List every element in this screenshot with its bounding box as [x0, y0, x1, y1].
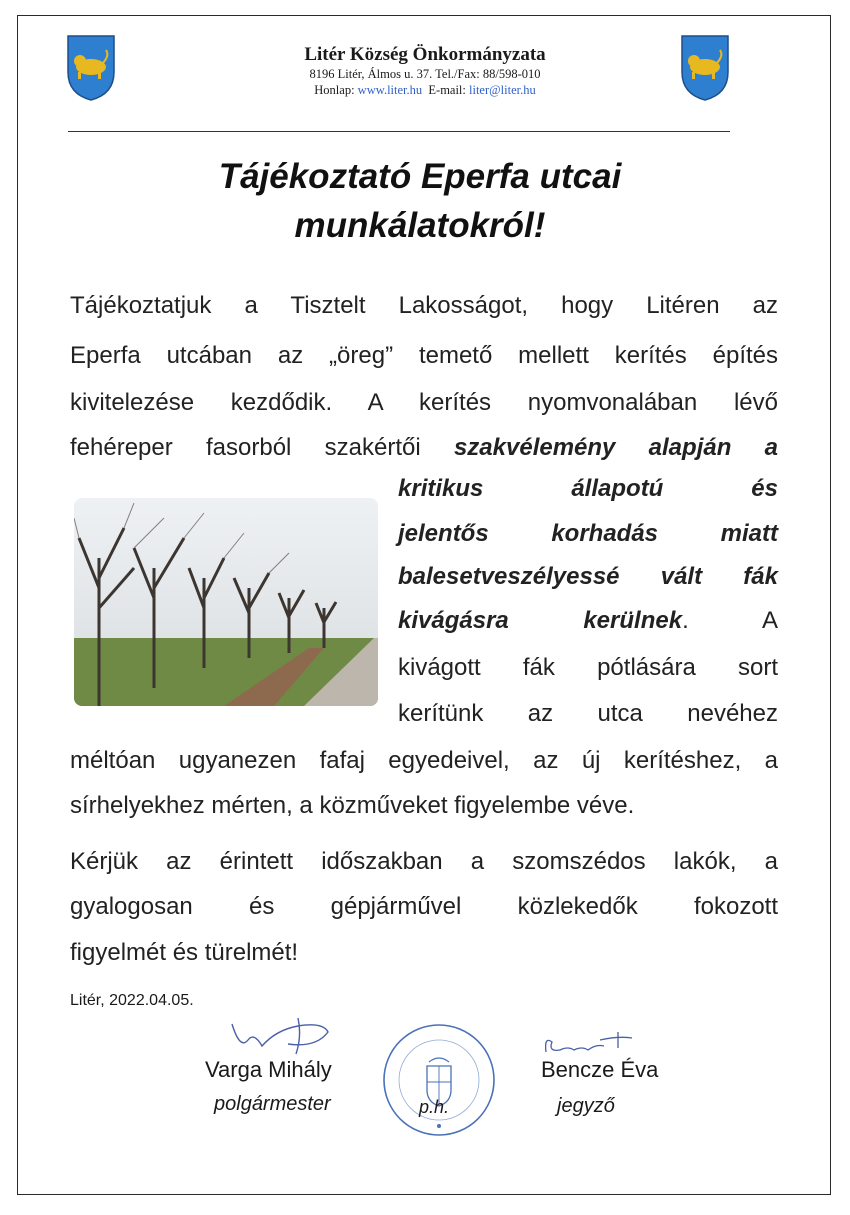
body-line: kivágott fák pótlására sort: [398, 654, 778, 681]
body-line: Eperfa utcában az „öreg” temető mellett kerítés építés: [70, 342, 778, 369]
email-link[interactable]: liter@liter.hu: [469, 83, 536, 97]
body-line: [398, 512, 778, 555]
emphasis-text: szakvélemény alapján a: [453, 434, 778, 461]
official-stamp-icon: [381, 1022, 497, 1138]
body-line: figyelmét és türelmét!: [70, 939, 299, 966]
lion-crest-icon: [680, 34, 730, 102]
body-line: kerítünk az utca nevéhez: [398, 700, 778, 727]
tree-row-photo: [74, 498, 378, 706]
emphasis-text: kivágásra kerülnek: [398, 607, 683, 634]
body-line: méltóan ugyanezen fafaj egyedeivel, az új kerítéshez, a: [70, 747, 778, 774]
body-line: [70, 426, 778, 469]
body-text: fehéreper fasorból szakértői: [70, 434, 454, 461]
body-line: sírhelyekhez mérten, a közműveket figyelembe véve.: [70, 792, 635, 819]
lion-crest-icon: [66, 34, 116, 102]
body-line: [398, 555, 778, 598]
org-address: 8196 Litér, Álmos u. 37. Tel./Fax: 88/598-010: [309, 67, 541, 81]
document-date: Litér, 2022.04.05.: [70, 992, 194, 1009]
mayor-name: Varga Mihály: [205, 1057, 332, 1082]
notary-signature: [538, 1030, 648, 1060]
homepage-link[interactable]: www.liter.hu: [357, 83, 423, 97]
page-title: [60, 152, 780, 250]
org-name: Litér Község Önkormányzata: [304, 44, 546, 65]
emphasis-text: jelentős korhadás miatt: [398, 520, 778, 547]
body-line: [398, 467, 778, 510]
emphasis-text: kritikus állapotú és: [398, 475, 778, 502]
title-line: munkálatokról!: [294, 206, 546, 245]
body-line: kivitelezése kezdődik. A kerítés nyomvonalában lévő: [70, 389, 778, 416]
contact-line: [200, 82, 650, 98]
notary-name: Bencze Éva: [541, 1057, 659, 1082]
notary-role: jegyző: [557, 1095, 615, 1117]
homepage-label: Honlap:: [314, 83, 358, 97]
emphasis-text: balesetveszélyessé vált fák: [398, 563, 778, 590]
letterhead: [200, 44, 650, 98]
body-line: gyalogosan és gépjárművel közlekedők fokozott: [70, 893, 778, 920]
ph-label: p.h.: [419, 1097, 450, 1117]
email-label: E-mail:: [428, 83, 470, 97]
body-text: . A: [682, 607, 778, 634]
mayor-signature: [228, 1010, 338, 1056]
title-line: Tájékoztató Eperfa utcai: [218, 157, 622, 196]
header-divider: [68, 131, 730, 132]
body-line: [398, 599, 778, 642]
body-line: Tájékoztatjuk a Tisztelt Lakosságot, hogy Litéren az: [70, 292, 778, 319]
mayor-role: polgármester: [214, 1093, 331, 1115]
body-line: Kérjük az érintett időszakban a szomszédos lakók, a: [70, 848, 778, 875]
